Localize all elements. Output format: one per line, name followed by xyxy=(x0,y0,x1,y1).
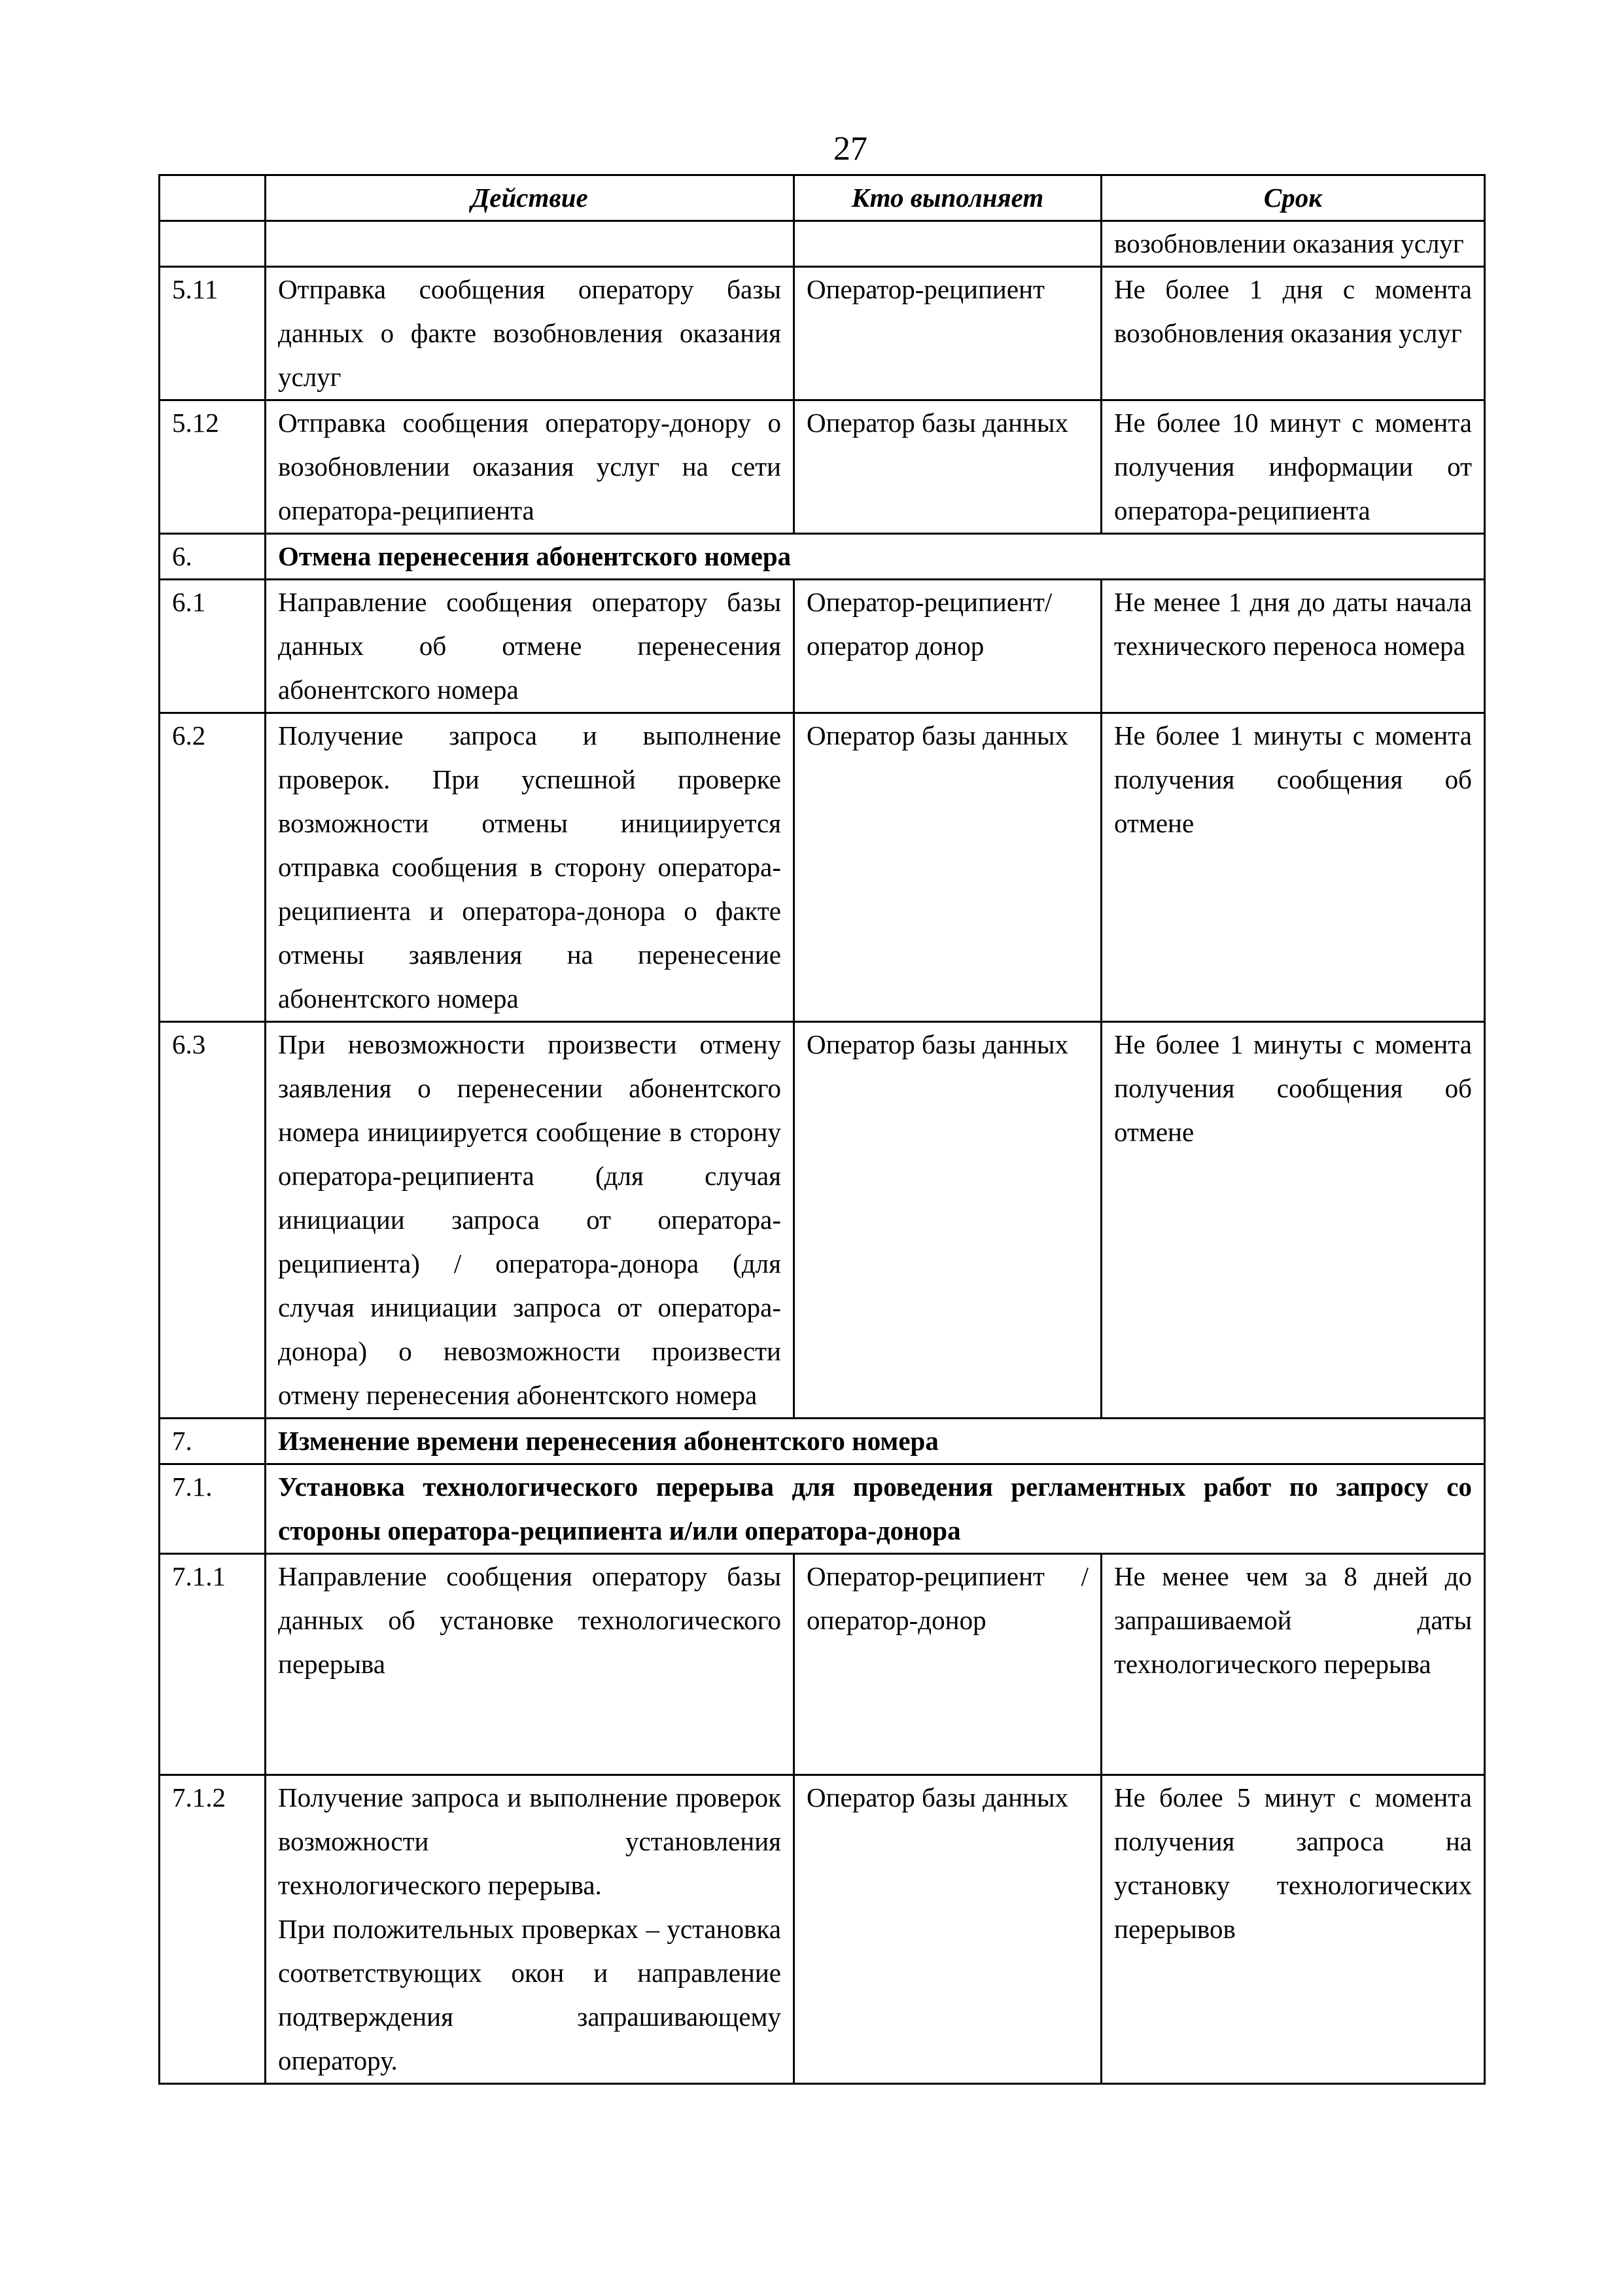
row-action xyxy=(266,1554,794,1775)
row-term: Не более 5 минут с момента получения запроса на установку технологических перерывов xyxy=(1102,1775,1485,2084)
row-action-text: Направление сообщения оператору базы данных об установке технологического перерыва xyxy=(278,1561,781,1679)
section-title: Отмена перенесения абонентского номера xyxy=(266,534,1485,580)
row-number xyxy=(160,221,266,267)
row-term: Не более 1 минуты с момента получения сообщения об отмене xyxy=(1102,713,1485,1022)
row-term: возобновлении оказания услуг xyxy=(1102,221,1485,267)
section-row-7-1 xyxy=(160,1464,1485,1554)
row-term: Не более 1 дня с момента возобновления оказания услуг xyxy=(1102,267,1485,400)
page-number: 27 xyxy=(833,130,867,168)
row-action: Отправка сообщения оператору базы данных о факте возобновления оказания услуг xyxy=(266,267,794,400)
row-action xyxy=(266,1775,794,2084)
header-term: Срок xyxy=(1102,175,1485,221)
row-who: Оператор базы данных xyxy=(794,1022,1102,1419)
row-who: Оператор-реципиент / оператор-донор xyxy=(794,1554,1102,1775)
table-row-6-2 xyxy=(160,713,1485,1022)
row-who: Оператор-реципиент xyxy=(794,267,1102,400)
row-number: 5.11 xyxy=(160,267,266,400)
row-action: Отправка сообщения оператору-донору о возобновлении оказания услуг на сети оператора-реципиента xyxy=(266,400,794,534)
header-number xyxy=(160,175,266,221)
row-term: Не более 10 минут с момента получения информации от оператора-реципиента xyxy=(1102,400,1485,534)
row-number: 5.12 xyxy=(160,400,266,534)
row-action: При невозможности произвести отмену заявления о перенесении абонентского номера инициируется сообщение в сторону оператора-реципиента (для случая инициации запроса от оператора-реципиента) / оператора-донора (для случая инициации запроса от оператора-донора) о невозможности произвести отмену перенесения абонентского номера xyxy=(266,1022,794,1419)
section-row-7 xyxy=(160,1419,1485,1464)
header-who: Кто выполняет xyxy=(794,175,1102,221)
table-row-7-1-2 xyxy=(160,1775,1485,2084)
row-action: Получение запроса и выполнение проверок. При успешной проверке возможности отмены инициируется отправка сообщения в сторону оператора-реципиента и оператора-донора о факте отмены заявления на перенесение абонентского номера xyxy=(266,713,794,1022)
row-who: Оператор-реципиент/оператор донор xyxy=(794,580,1102,713)
table-row-6-1 xyxy=(160,580,1485,713)
row-action-paragraph: Получение запроса и выполнение проверок возможности установления технологического перерыва. xyxy=(278,1782,781,1900)
row-action-paragraph: При положительных проверках – установка соответствующих окон и направление подтверждения запрашивающему оператору. xyxy=(278,1914,781,2075)
row-term: Не менее чем за 8 дней до запрашиваемой даты технологического перерыва xyxy=(1102,1554,1485,1775)
section-title: Установка технологического перерыва для проведения регламентных работ по запросу со стороны оператора-реципиента и/или оператора-донора xyxy=(266,1464,1485,1554)
row-who: Оператор базы данных xyxy=(794,713,1102,1022)
row-spacer xyxy=(278,1686,781,1774)
section-row-6 xyxy=(160,534,1485,580)
row-number: 7.1.2 xyxy=(160,1775,266,2084)
table-row-7-1-1 xyxy=(160,1554,1485,1775)
row-number: 6. xyxy=(160,534,266,580)
row-number: 6.2 xyxy=(160,713,266,1022)
row-who: Оператор базы данных xyxy=(794,1775,1102,2084)
row-term: Не более 1 минуты с момента получения сообщения об отмене xyxy=(1102,1022,1485,1419)
row-who: Оператор базы данных xyxy=(794,400,1102,534)
row-number: 6.3 xyxy=(160,1022,266,1419)
row-action: Направление сообщения оператору базы данных об отмене перенесения абонентского номера xyxy=(266,580,794,713)
table-header-row xyxy=(160,175,1485,221)
section-title: Изменение времени перенесения абонентского номера xyxy=(266,1419,1485,1464)
table-row-6-3 xyxy=(160,1022,1485,1419)
regulation-table xyxy=(158,174,1486,2085)
row-term: Не менее 1 дня до даты начала технического переноса номера xyxy=(1102,580,1485,713)
table-row-5-12 xyxy=(160,400,1485,534)
row-who xyxy=(794,221,1102,267)
header-action: Действие xyxy=(266,175,794,221)
row-action xyxy=(266,221,794,267)
row-number: 7.1. xyxy=(160,1464,266,1554)
row-number: 7.1.1 xyxy=(160,1554,266,1775)
table-row-5-11 xyxy=(160,267,1485,400)
table-row-continuation xyxy=(160,221,1485,267)
row-number: 6.1 xyxy=(160,580,266,713)
row-number: 7. xyxy=(160,1419,266,1464)
